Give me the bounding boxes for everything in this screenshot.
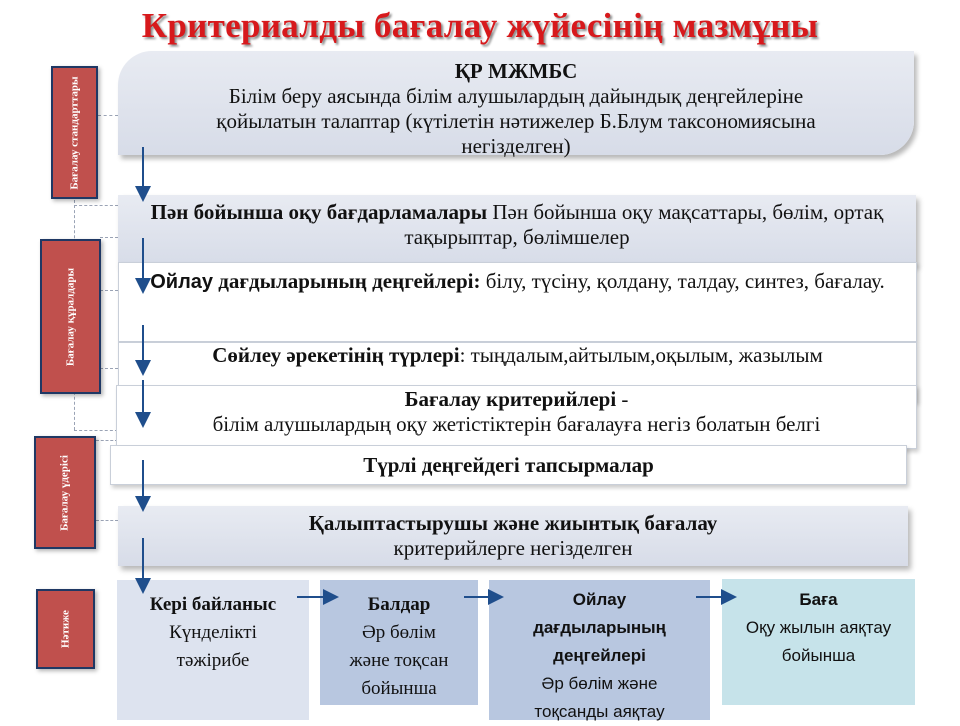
tasks-text: Түрлі деңгейдегі тапсырмалар (363, 453, 654, 477)
result-points-heading: Балдар (367, 594, 431, 615)
assessment-heading: Қалыптастырушы және жиынтық бағалау (308, 511, 718, 535)
result-grade-heading: Баға (799, 590, 838, 609)
side-label-standards-text: Бағалау стандарттары (68, 75, 80, 190)
thinking-heading-part2: дағдыларының деңгейлері: (213, 269, 481, 293)
thinking-heading-part1: Ойлау (150, 271, 214, 293)
speech-text: : тыңдалым,айтылым,оқылым, жазылым (459, 343, 823, 367)
result-grade-text: Оқу жылын аяқтау бойынша (745, 618, 892, 665)
speech-heading: Сөйлеу әрекетінің түрлері (212, 343, 460, 367)
standard-heading: ҚР МЖМБС (454, 59, 578, 83)
side-label-result-text: Нәтиже (59, 610, 71, 648)
side-label-processes-text: Бағалау үдерісі (58, 454, 71, 531)
thinking-text: білу, түсіну, қолдану, талдау, синтез, бағалау. (480, 269, 885, 293)
result-thinking-heading: Ойлау дағдыларының деңгейлері (533, 590, 666, 665)
result-feedback-heading: Кері байланыс (149, 594, 277, 615)
standard-text: Білім беру аясында білім алушылардың дайындық деңгейлеріне қойылатын талаптар (күтілетін нәтижелер Б.Блум таксономиясына негізделген) (216, 84, 816, 158)
page-title: Критериалды бағалау жүйесінің мазмұны (141, 6, 819, 45)
result-points-text: Әр бөлім және тоқсан бойынша (349, 622, 449, 699)
program-heading: Пән бойынша оқу бағдарламалары (150, 200, 488, 224)
result-feedback-text: Күнделікті тәжірибе (169, 622, 257, 671)
criteria-heading: Бағалау критерийлері (404, 387, 617, 411)
side-label-tools-text: Бағалау құралдары (64, 267, 76, 366)
criteria-text: білім алушылардың оқу жетістіктерін бағалауға негіз болатын белгі (212, 412, 821, 436)
result-thinking-text: Әр бөлім және тоқсанды аяқтау (534, 674, 665, 721)
assessment-text: критерийлерге негізделген (393, 536, 633, 560)
criteria-dash: - (616, 387, 629, 411)
program-text: Пән бойынша оқу мақсаттары, бөлім, ортақ тақырыптар, бөлімшелер (404, 200, 884, 249)
